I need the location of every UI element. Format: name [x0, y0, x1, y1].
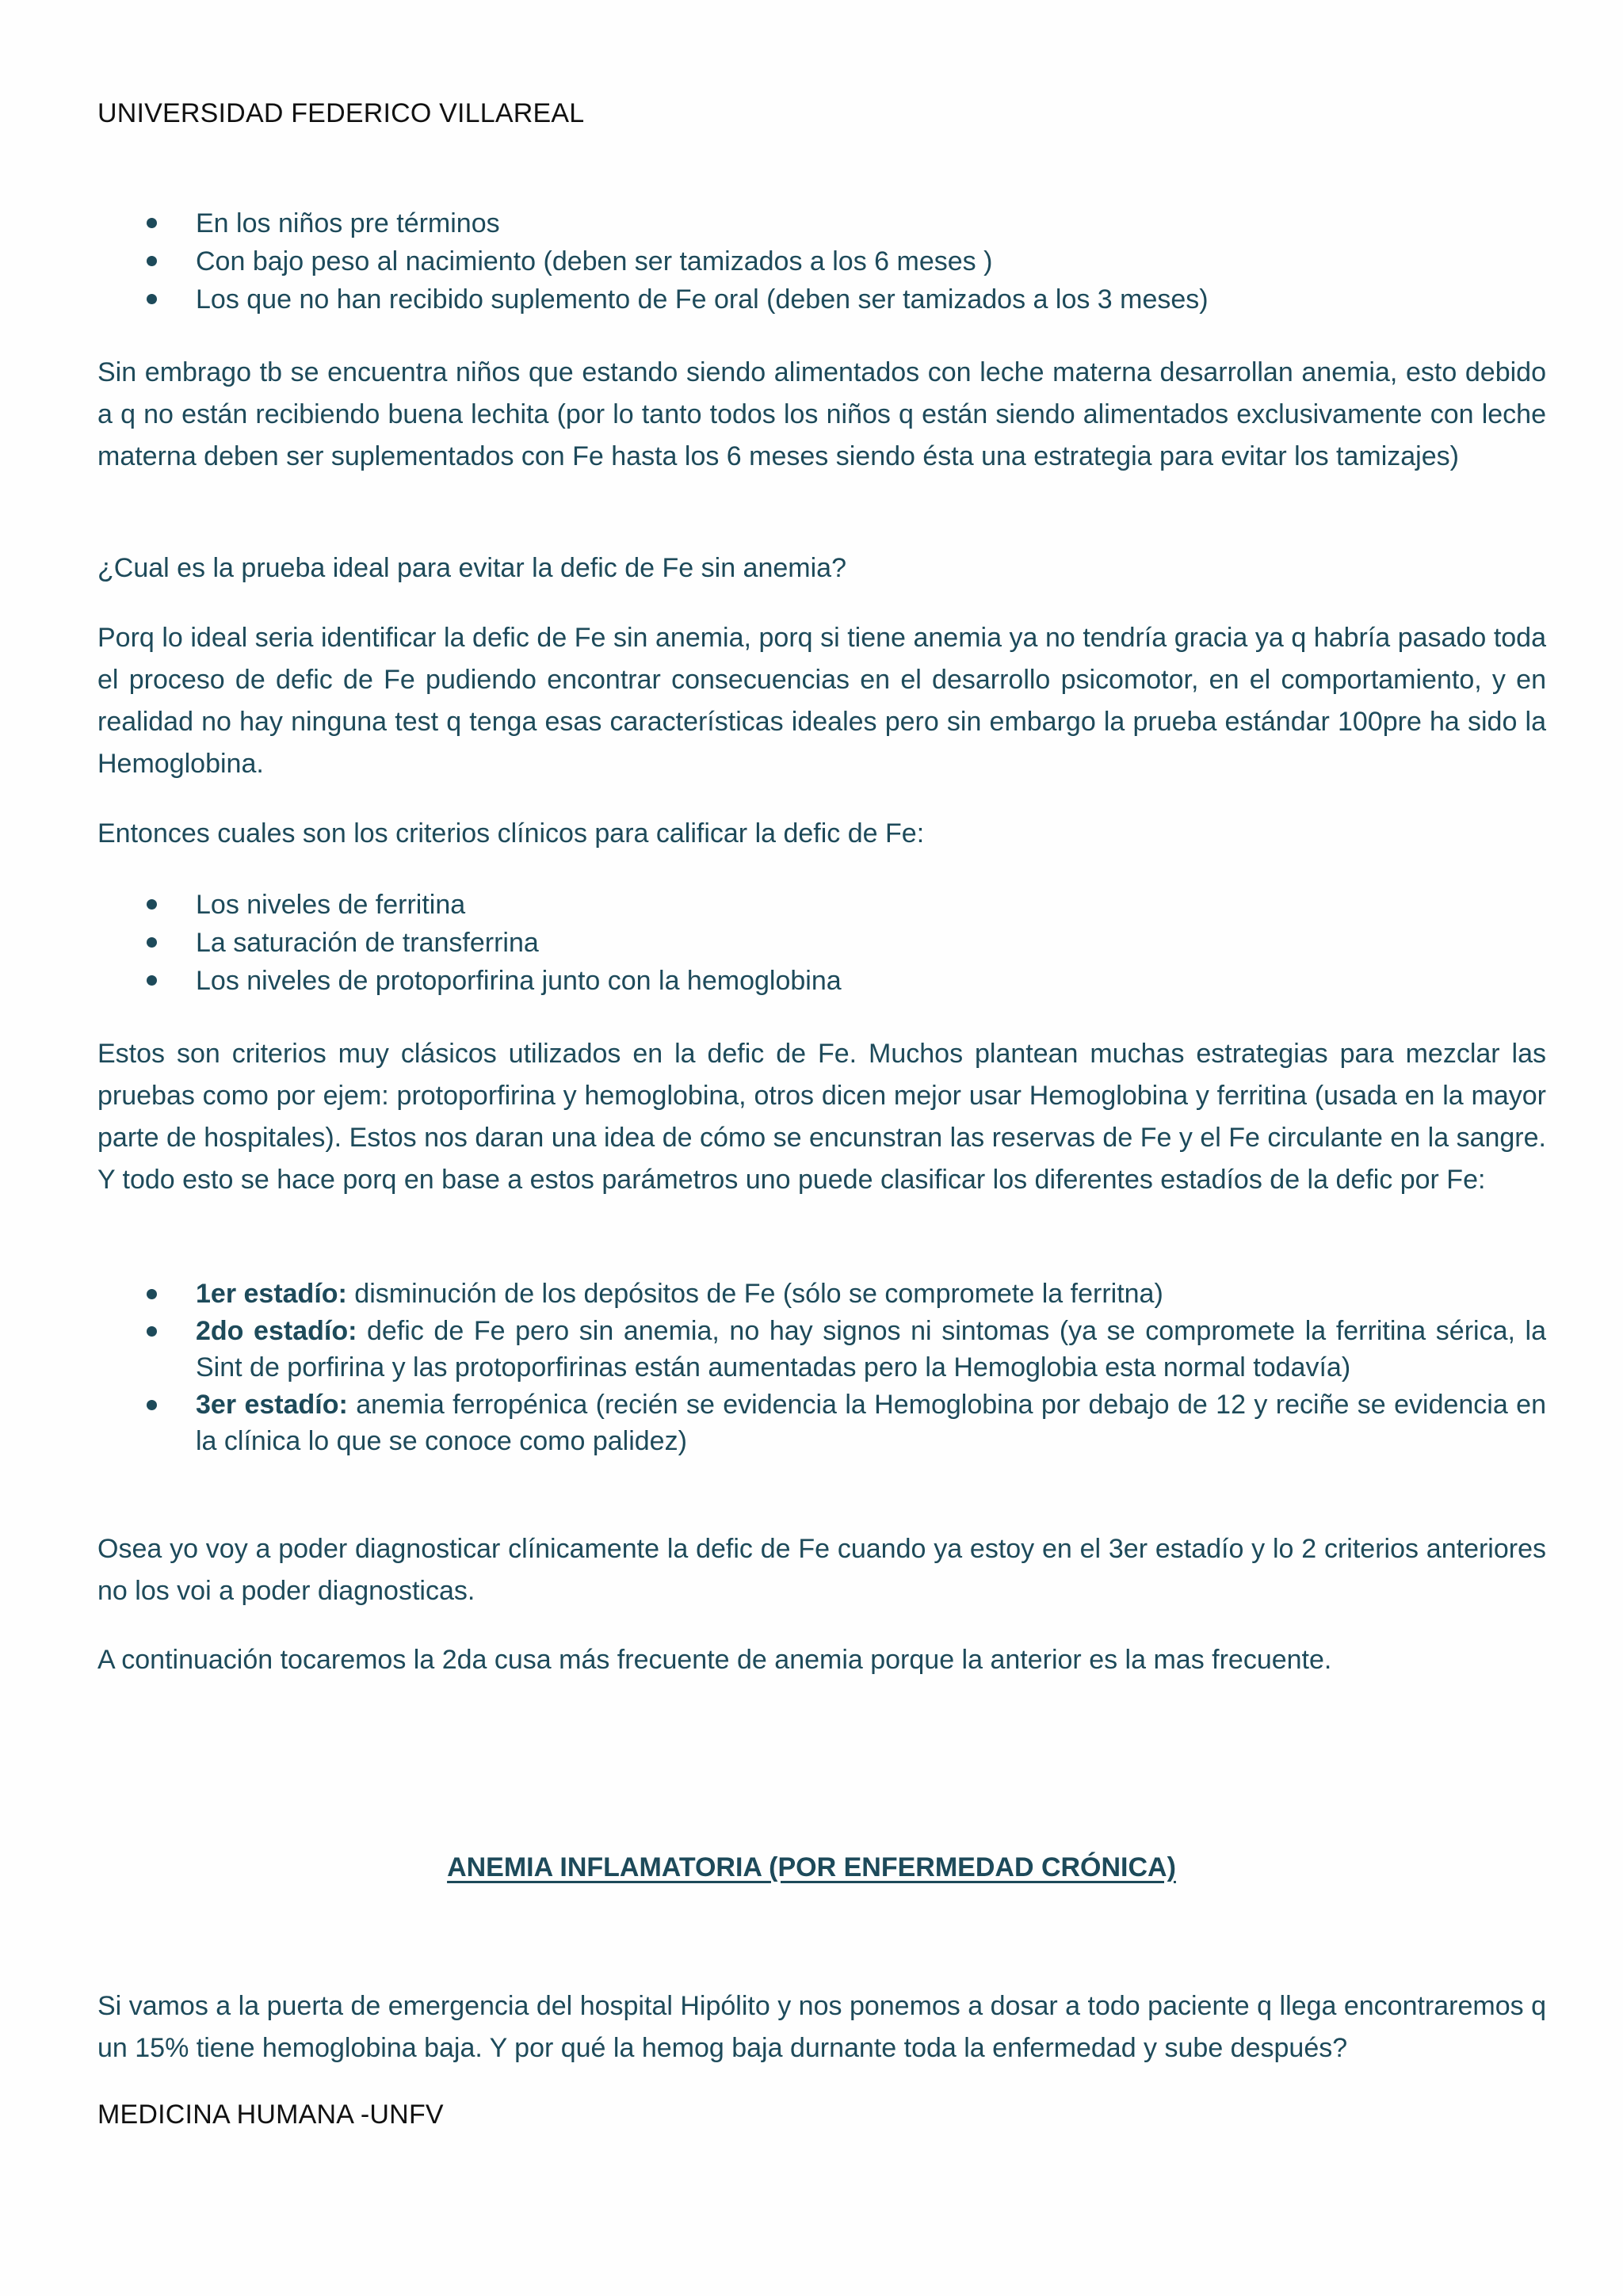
- list-item: 1er estadío: disminución de los depósitos de Fe (sólo se compromete la ferritna): [97, 1276, 1546, 1312]
- page-header: UNIVERSIDAD FEDERICO VILLAREAL: [97, 98, 585, 128]
- bullet-icon: [147, 1326, 157, 1337]
- section-title: ANEMIA INFLAMATORIA (POR ENFERMEDAD CRÓNICA): [447, 1852, 1176, 1882]
- paragraph-emergency: Si vamos a la puerta de emergencia del hospital Hipólito y nos ponemos a dosar a todo paciente q llega encontraremos q un 15% tiene hemoglobina baja. Y por qué la hemog baja durnante toda la enfermedad y sube después?: [97, 1991, 1546, 2063]
- list-item: Con bajo peso al nacimiento (deben ser tamizados a los 6 meses ): [97, 242, 1546, 280]
- bullet-icon: [147, 218, 157, 228]
- bullet-icon: [147, 1289, 157, 1299]
- stage-label: 3er estadío:: [196, 1390, 348, 1420]
- bullet-icon: [147, 937, 157, 948]
- paragraph-question: ¿Cual es la prueba ideal para evitar la defic de Fe sin anemia?: [97, 553, 846, 583]
- paragraph-diagnosis: Osea yo voy a poder diagnosticar clínicamente la defic de Fe cuando ya estoy en el 3er estadío y lo 2 criterios anteriores no los voi a poder diagnosticas.: [97, 1534, 1546, 1606]
- stages-list: [97, 1276, 1546, 1459]
- bullet-icon: [147, 256, 157, 266]
- list-item: 2do estadío: defic de Fe pero sin anemia, no hay signos ni sintomas (ya se compromete la ferritina sérica, la Sint de porfirina y las protoporfirinas están aumentadas pero la Hemoglobia esta normal todavía): [97, 1313, 1546, 1386]
- bullet-icon: [147, 294, 157, 304]
- list-item: Los que no han recibido suplemento de Fe oral (deben ser tamizados a los 3 meses): [97, 280, 1546, 318]
- criteria-list: [97, 886, 1546, 1000]
- stage-label: 1er estadío:: [196, 1279, 347, 1309]
- bullet-icon: [147, 975, 157, 986]
- list-item: 3er estadío: anemia ferropénica (recién se evidencia la Hemoglobina por debajo de 12 y reciñe se evidencia en la clínica lo que se conoce como palidez): [97, 1386, 1546, 1459]
- list-item: Los niveles de protoporfirina junto con la hemoglobina: [97, 962, 1546, 1000]
- list-item: Los niveles de ferritina: [97, 886, 1546, 924]
- paragraph-next-topic: A continuación tocaremos la 2da cusa más frecuente de anemia porque la anterior es la mas frecuente.: [97, 1645, 1332, 1675]
- paragraph-ideal-test: Porq lo ideal seria identificar la defic de Fe sin anemia, porq si tiene anemia ya no tendría gracia ya q habría pasado toda el proceso de defic de Fe pudiendo encontrar consecuencias en el desarrollo psicomotor, en el comportamiento, y en realidad no hay ninguna test q tenga esas características ideales pero sin embargo la prueba estándar 100pre ha sido la Hemoglobina.: [97, 623, 1546, 779]
- paragraph-criteria-intro: Entonces cuales son los criterios clínicos para calificar la defic de Fe:: [97, 818, 925, 849]
- bullet-icon: [147, 899, 157, 910]
- screening-list: [97, 204, 1546, 318]
- list-item: La saturación de transferrina: [97, 924, 1546, 962]
- page-footer: MEDICINA HUMANA -UNFV: [97, 2100, 444, 2130]
- list-item: En los niños pre términos: [97, 204, 1546, 242]
- paragraph-breastfeeding: Sin embrago tb se encuentra niños que estando siendo alimentados con leche materna desarrollan anemia, esto debido a q no están recibiendo buena lechita (por lo tanto todos los niños q están siendo alimentados exclusivamente con leche materna deben ser suplementados con Fe hasta los 6 meses siendo ésta una estrategia para evitar los tamizajes): [97, 357, 1546, 471]
- stage-label: 2do estadío:: [196, 1316, 357, 1346]
- paragraph-classic-criteria: Estos son criterios muy clásicos utilizados en la defic de Fe. Muchos plantean muchas estrategias para mezclar las pruebas como por ejem: protoporfirina y hemoglobina, otros dicen mejor usar Hemoglobina y ferritina (usada en la mayor parte de hospitales). Estos nos daran una idea de cómo se encunstran las reservas de Fe y el Fe circulante en la sangre. Y todo esto se hace porq en base a estos parámetros uno puede clasificar los diferentes estadíos de la defic por Fe:: [97, 1039, 1546, 1195]
- bullet-icon: [147, 1400, 157, 1410]
